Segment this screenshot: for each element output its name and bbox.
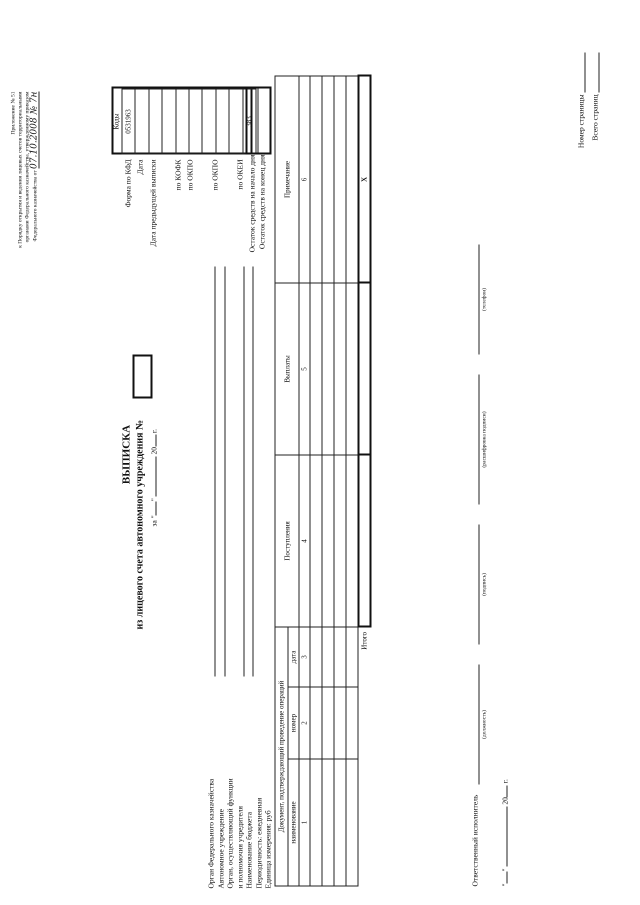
total-payments-cell[interactable] xyxy=(358,283,370,455)
founder-body-line[interactable] xyxy=(244,267,245,677)
sig-date-year-field[interactable] xyxy=(507,785,508,797)
rotated-form-page xyxy=(1,0,640,905)
codes-label-5 xyxy=(198,160,210,250)
col-payments-header: Выплаты xyxy=(275,283,299,455)
codes-label-2 xyxy=(161,160,173,250)
codes-label-6: по ОКПО xyxy=(210,159,220,191)
col-name-header: наименование xyxy=(288,759,299,886)
signature-date-line xyxy=(501,779,510,886)
total-income-cell[interactable] xyxy=(358,455,370,627)
codes-label-1: Дата предыдущей выписки xyxy=(148,159,158,247)
page-number-line[interactable] xyxy=(585,53,586,93)
left-labels xyxy=(207,739,274,889)
institution-line[interactable] xyxy=(225,267,226,677)
date-prefix: за " xyxy=(149,515,159,527)
document-group-header: Документ, подтверждающий проведение операций xyxy=(275,627,288,886)
col-number-header: номер xyxy=(288,687,299,759)
appendix-line-4-prefix: Федерального казначейства от xyxy=(32,170,39,242)
col-num-5: 5 xyxy=(299,283,310,455)
label-founder-body-1: Орган, осуществляющий функции xyxy=(225,778,235,889)
document-subtitle: из лицевого счета автономного учреждения № xyxy=(134,419,146,630)
phone-line[interactable] xyxy=(479,245,480,355)
col-num-1: 1 xyxy=(299,759,310,886)
sig-date-quote-open: " xyxy=(500,883,510,887)
date-month-field[interactable] xyxy=(156,456,157,496)
col-income-header: Поступления xyxy=(275,455,299,627)
codes-label-0: Дата xyxy=(135,159,145,175)
label-autonomous-institution: Автономное учреждение xyxy=(216,809,225,889)
col-num-4: 4 xyxy=(299,455,310,627)
date-suffix: г. xyxy=(149,428,159,434)
appendix-line-1: Приложение № 51 xyxy=(10,91,17,135)
position-caption: (должность) xyxy=(481,710,488,739)
decoding-caption: (расшифровка подписи) xyxy=(481,411,488,468)
date-mid: " xyxy=(149,498,159,502)
label-budget-name: Наименование бюджета xyxy=(244,811,254,889)
total-pages-line[interactable] xyxy=(599,53,600,93)
col-num-2: 2 xyxy=(299,687,310,759)
codes-label-3: по КОФК xyxy=(173,159,183,191)
responsible-label: Ответственный исполнитель xyxy=(470,794,480,887)
sig-date-month-field[interactable] xyxy=(507,807,508,867)
document-title: ВЫПИСКА xyxy=(120,424,133,485)
total-label: Итого xyxy=(360,631,369,650)
signature-caption: (подпись) xyxy=(481,573,488,596)
signature-line[interactable] xyxy=(479,525,480,645)
appendix-line-3: органами Федерального казначейства, утвержденному приказом xyxy=(24,91,31,243)
treasury-body-line[interactable] xyxy=(215,267,216,677)
sig-date-year-prefix: 20 xyxy=(500,797,510,805)
budget-name-line[interactable] xyxy=(253,267,254,677)
codes-table xyxy=(112,89,257,155)
codes-value-2[interactable] xyxy=(162,89,175,154)
appendix-handwritten-date: 07.10.2008 № 7н xyxy=(29,91,40,169)
col-date-header: дата xyxy=(288,627,299,687)
codes-value-6[interactable] xyxy=(216,89,229,154)
label-unit: Единица измерения: руб xyxy=(263,810,273,889)
label-treasury-body: Орган Федерального казначейства xyxy=(206,778,216,889)
table-row[interactable] xyxy=(322,76,334,886)
codes-form-code[interactable]: 0531963 xyxy=(122,89,135,154)
codes-labels xyxy=(124,160,248,250)
col-num-3: 3 xyxy=(299,627,310,687)
total-note-cell: X xyxy=(358,76,370,283)
balance-box xyxy=(246,87,272,155)
codes-value-4[interactable] xyxy=(189,89,202,154)
col-note-header: Примечание xyxy=(275,76,299,283)
col-num-6: 6 xyxy=(299,76,310,283)
codes-value-0[interactable] xyxy=(135,89,148,154)
decoding-line[interactable] xyxy=(479,375,480,505)
label-founder-body-2: и полномочия учредителя xyxy=(235,806,244,889)
codes-label-7 xyxy=(223,160,235,250)
table-row[interactable] xyxy=(346,76,358,886)
operations-table xyxy=(275,75,372,887)
statement-date-line xyxy=(150,429,159,527)
sig-date-day-field[interactable] xyxy=(507,871,508,883)
codes-value-8[interactable]: 383 xyxy=(243,89,256,154)
date-day-field[interactable] xyxy=(156,501,157,515)
codes-value-7[interactable] xyxy=(229,89,242,154)
table-row[interactable] xyxy=(334,76,346,886)
total-pages-label: Всего страниц xyxy=(590,94,600,141)
codes-value-1[interactable] xyxy=(149,89,162,154)
codes-value-3[interactable] xyxy=(176,89,189,154)
date-year-field[interactable] xyxy=(156,435,157,447)
appendix-line-4 xyxy=(29,91,40,352)
codes-value-5[interactable] xyxy=(202,89,215,154)
codes-header: Коды xyxy=(112,113,121,130)
account-number-box[interactable] xyxy=(133,355,153,399)
codes-label-8: по ОКЕИ xyxy=(235,159,245,190)
balance-end-label: Остаток средств на конец дня xyxy=(257,154,267,250)
appendix-line-2: к Порядку открытия и ведения лицевых счетов территориальными xyxy=(17,91,24,248)
balance-labels xyxy=(248,155,268,295)
date-year-prefix: 20 xyxy=(149,446,159,455)
position-line[interactable] xyxy=(479,665,480,785)
sig-date-quote-close: " xyxy=(500,868,510,872)
label-periodicity: Периодичность: ежедневная xyxy=(254,797,263,889)
sig-date-suffix: г. xyxy=(500,779,510,784)
appendix-block xyxy=(11,92,40,352)
table-row[interactable] xyxy=(310,76,322,886)
codes-label-form: Форма по КФД xyxy=(123,159,133,208)
phone-caption: (телефон) xyxy=(481,287,488,312)
balance-start-label: Остаток средств на начало дня xyxy=(247,154,257,253)
page-number-label: Номер страницы xyxy=(576,94,586,149)
codes-label-4: по ОКПО xyxy=(185,159,195,191)
